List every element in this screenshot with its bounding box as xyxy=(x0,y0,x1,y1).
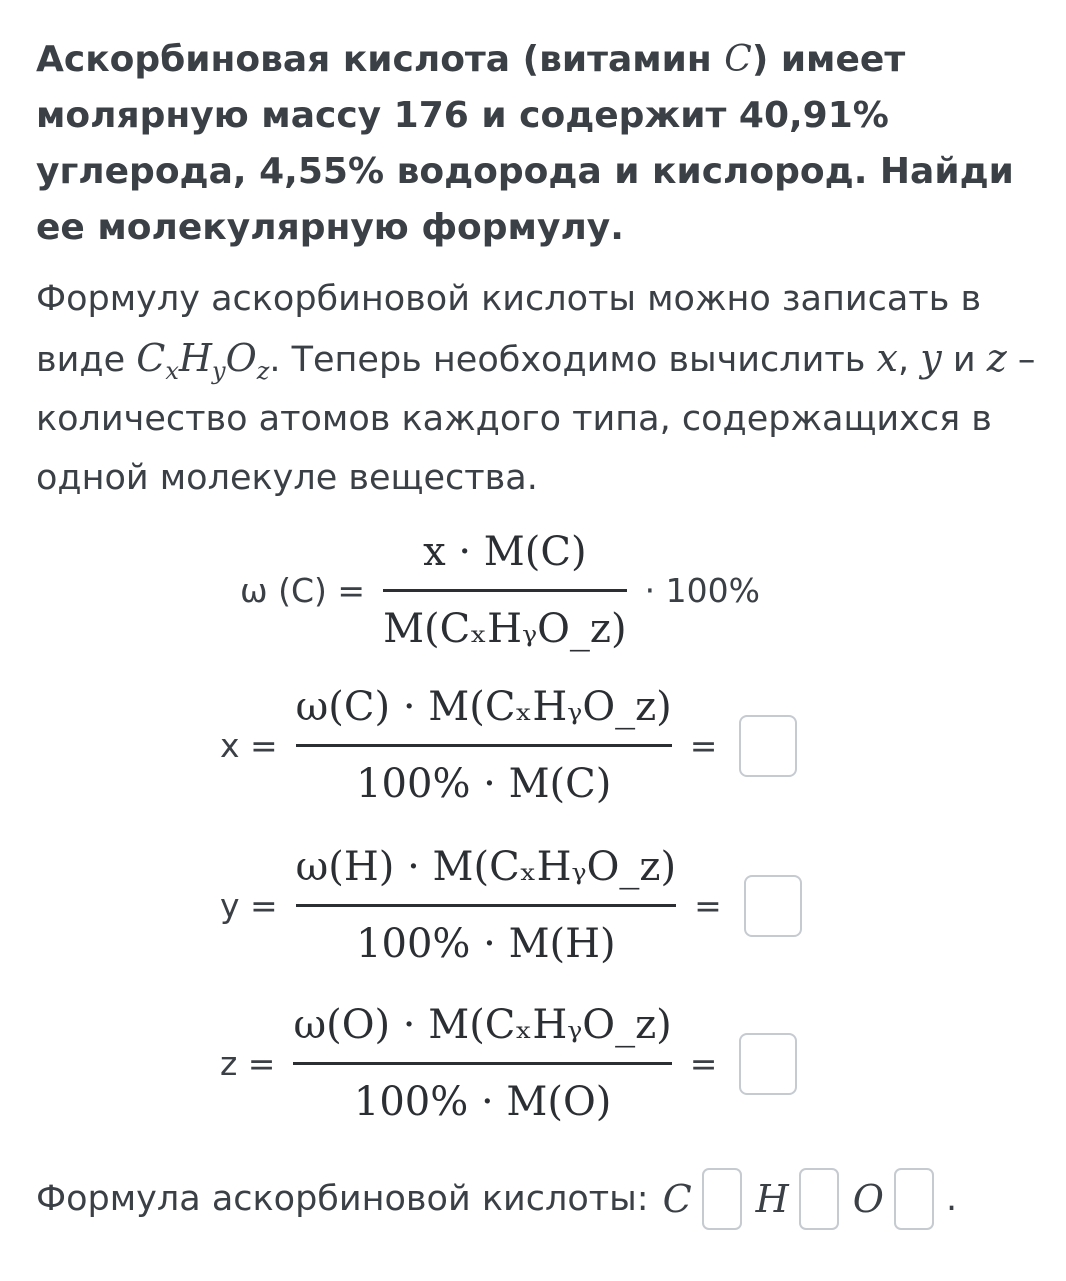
x-numerator: ω(C) · M(CₓHᵧO_z) xyxy=(295,684,672,730)
z-lhs: z = xyxy=(220,1044,276,1083)
omega-fraction xyxy=(383,525,627,656)
z-answer-input[interactable] xyxy=(739,1033,797,1095)
c-count-input[interactable] xyxy=(702,1168,742,1230)
y-fraction xyxy=(296,840,676,971)
h-count-input[interactable] xyxy=(799,1168,839,1230)
y-numerator: ω(H) · M(CₓHᵧO_z) xyxy=(295,844,677,890)
formula-x-sub: x xyxy=(165,357,179,385)
task-text-part2: ) имеет молярную массу 176 и содержит 40,91% углерода, 4,55% водорода и кислород. Найди ее молекулярную формулу. xyxy=(36,39,1014,248)
y-equals: = xyxy=(694,886,722,925)
formula-c: C xyxy=(136,336,166,380)
final-formula xyxy=(36,1168,957,1230)
formula-y-sub: y xyxy=(212,357,226,385)
y-answer-input[interactable] xyxy=(744,875,802,937)
intro-text-part1: Формулу аскорбиновой кислоты можно записать в виде xyxy=(36,279,982,380)
intro-and: и xyxy=(941,340,987,380)
intro-var-y: y xyxy=(920,336,942,380)
z-numerator: ω(O) · M(CₓHᵧO_z) xyxy=(293,1002,672,1048)
task-text-part1: Аскорбиновая кислота (витамин xyxy=(36,39,725,80)
intro-text-part3: – количество атомов каждого типа, содержащихся в одной молекуле вещества. xyxy=(36,340,1036,498)
o-count-input[interactable] xyxy=(894,1168,934,1230)
formula-o: O xyxy=(225,336,257,380)
final-element-o: O xyxy=(852,1177,884,1221)
x-denominator: 100% · M(C) xyxy=(356,761,612,807)
omega-lhs: ω (C) = xyxy=(240,571,366,610)
formula-h: H xyxy=(178,336,212,380)
final-element-c: C xyxy=(662,1177,692,1221)
final-element-h: H xyxy=(755,1177,789,1221)
solution-intro xyxy=(36,270,1036,508)
intro-var-z: z xyxy=(986,336,1007,380)
intro-var-x: x xyxy=(876,336,898,380)
task-statement xyxy=(36,32,1036,256)
formula-z-sub: z xyxy=(256,357,270,385)
equation-z xyxy=(220,998,797,1129)
omega-denominator: M(CₓHᵧO_z) xyxy=(383,606,627,652)
intro-text-part2: . Теперь необходимо вычислить xyxy=(269,340,877,380)
z-equals: = xyxy=(689,1044,718,1083)
x-lhs: x = xyxy=(220,726,278,765)
y-lhs: y = xyxy=(220,886,278,925)
intro-comma: , xyxy=(897,340,910,380)
x-fraction xyxy=(296,680,672,811)
y-denominator: 100% · M(H) xyxy=(356,921,616,967)
final-dot: . xyxy=(945,1179,958,1219)
x-equals: = xyxy=(689,726,718,765)
final-label: Формула аскорбиновой кислоты: xyxy=(36,1179,649,1219)
equation-x xyxy=(220,680,797,811)
task-var-c: C xyxy=(724,39,752,80)
equation-omega xyxy=(240,525,760,656)
z-denominator: 100% · M(O) xyxy=(353,1079,612,1125)
equation-y xyxy=(220,840,802,971)
z-fraction xyxy=(293,998,671,1129)
omega-numerator: x · M(C) xyxy=(423,529,587,575)
omega-tail: · 100% xyxy=(644,571,760,610)
x-answer-input[interactable] xyxy=(739,715,797,777)
